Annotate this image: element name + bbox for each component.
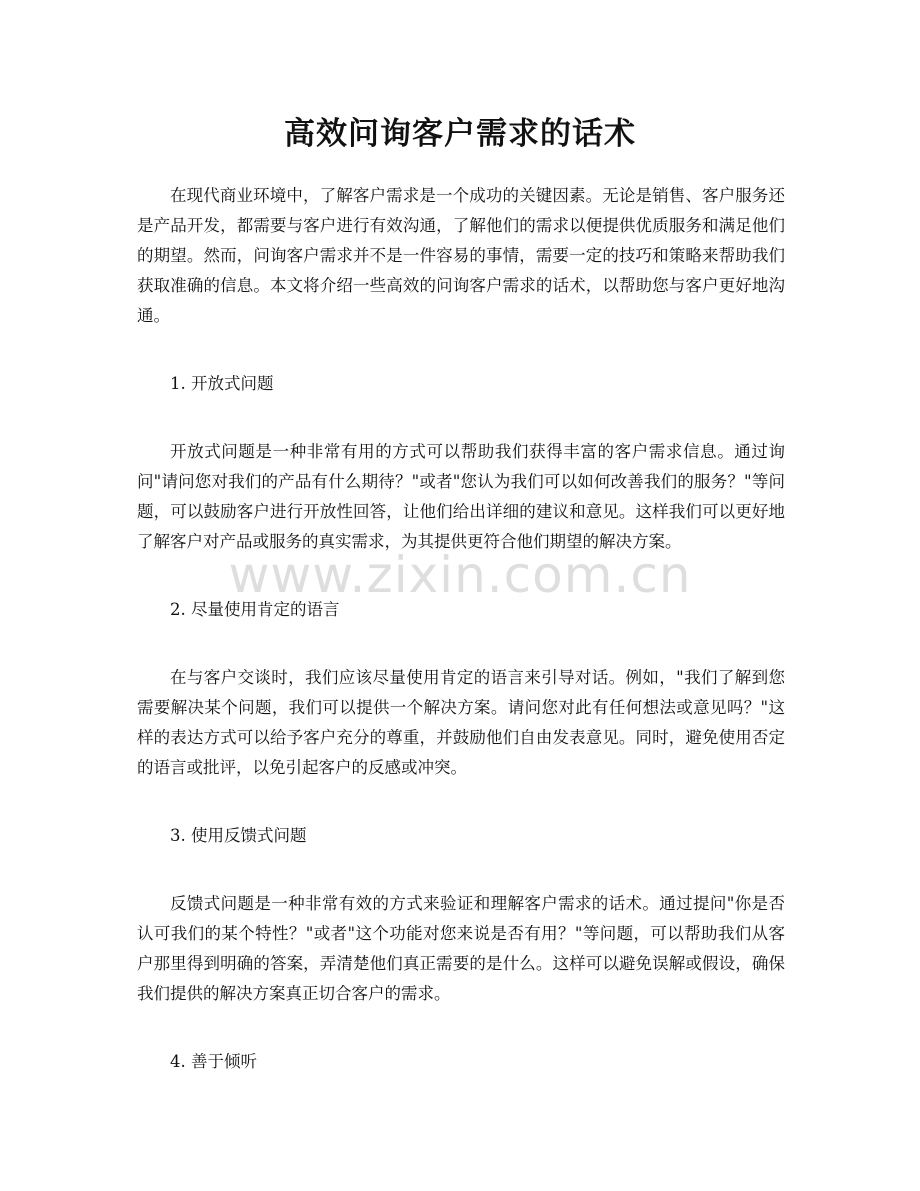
paragraph-intro: 在现代商业环境中，了解客户需求是一个成功的关键因素。无论是销售、客户服务还是产品开发，都需要与客户进行有效沟通，了解他们的需求以便提供优质服务和满足他们的期望。然而，问询客户需求并不是一件容易的事情，需要一定的技巧和策略来帮助我们获取准确的信息。本文将介绍一些高效的问询客户需求的话术，以帮助您与客户更好地沟通。 (137, 186, 785, 325)
paragraph-positive-language: 在与客户交谈时，我们应该尽量使用肯定的语言来引导对话。例如，"我们了解到您需要解决某个问题，我们可以提供一个解决方案。请问您对此有任何想法或意见吗？"这样的表达方式可以给予客户充分的尊重，并鼓励他们自由发表意见。同时，避免使用否定的语言或批评，以免引起客户的反感或冲突。 (137, 668, 785, 777)
section-heading-2: 2. 尽量使用肯定的语言 (170, 600, 340, 619)
watermark-text: www.zixin.com.cn (228, 546, 692, 604)
document-body (137, 181, 785, 1115)
paragraph-feedback-questions: 反馈式问题是一种非常有效的方式来验证和理解客户需求的话术。通过提问"你是否认可我们的某个特性？"或者"这个功能对您来说是否有用？"等问题，可以帮助我们从客户那里得到明确的答案，弄清楚他们真正需要的是什么。这样可以避免误解或假设，确保我们提供的解决方案真正切合客户的需求。 (137, 894, 785, 1003)
section-heading-4: 4. 善于倾听 (170, 1052, 257, 1071)
paragraph-open-questions: 开放式问题是一种非常有用的方式可以帮助我们获得丰富的客户需求信息。通过询问"请问您对我们的产品有什么期待？"或者"您认为我们可以如何改善我们的服务？"等问题，可以鼓励客户进行开放性回答，让他们给出详细的建议和意见。这样我们可以更好地了解客户对产品或服务的真实需求，为其提供更符合他们期望的解决方案。 (137, 442, 785, 551)
section-heading-3: 3. 使用反馈式问题 (170, 826, 307, 845)
section-heading-1: 1. 开放式问题 (170, 374, 274, 393)
document-title: 高效问询客户需求的话术 (284, 116, 636, 152)
